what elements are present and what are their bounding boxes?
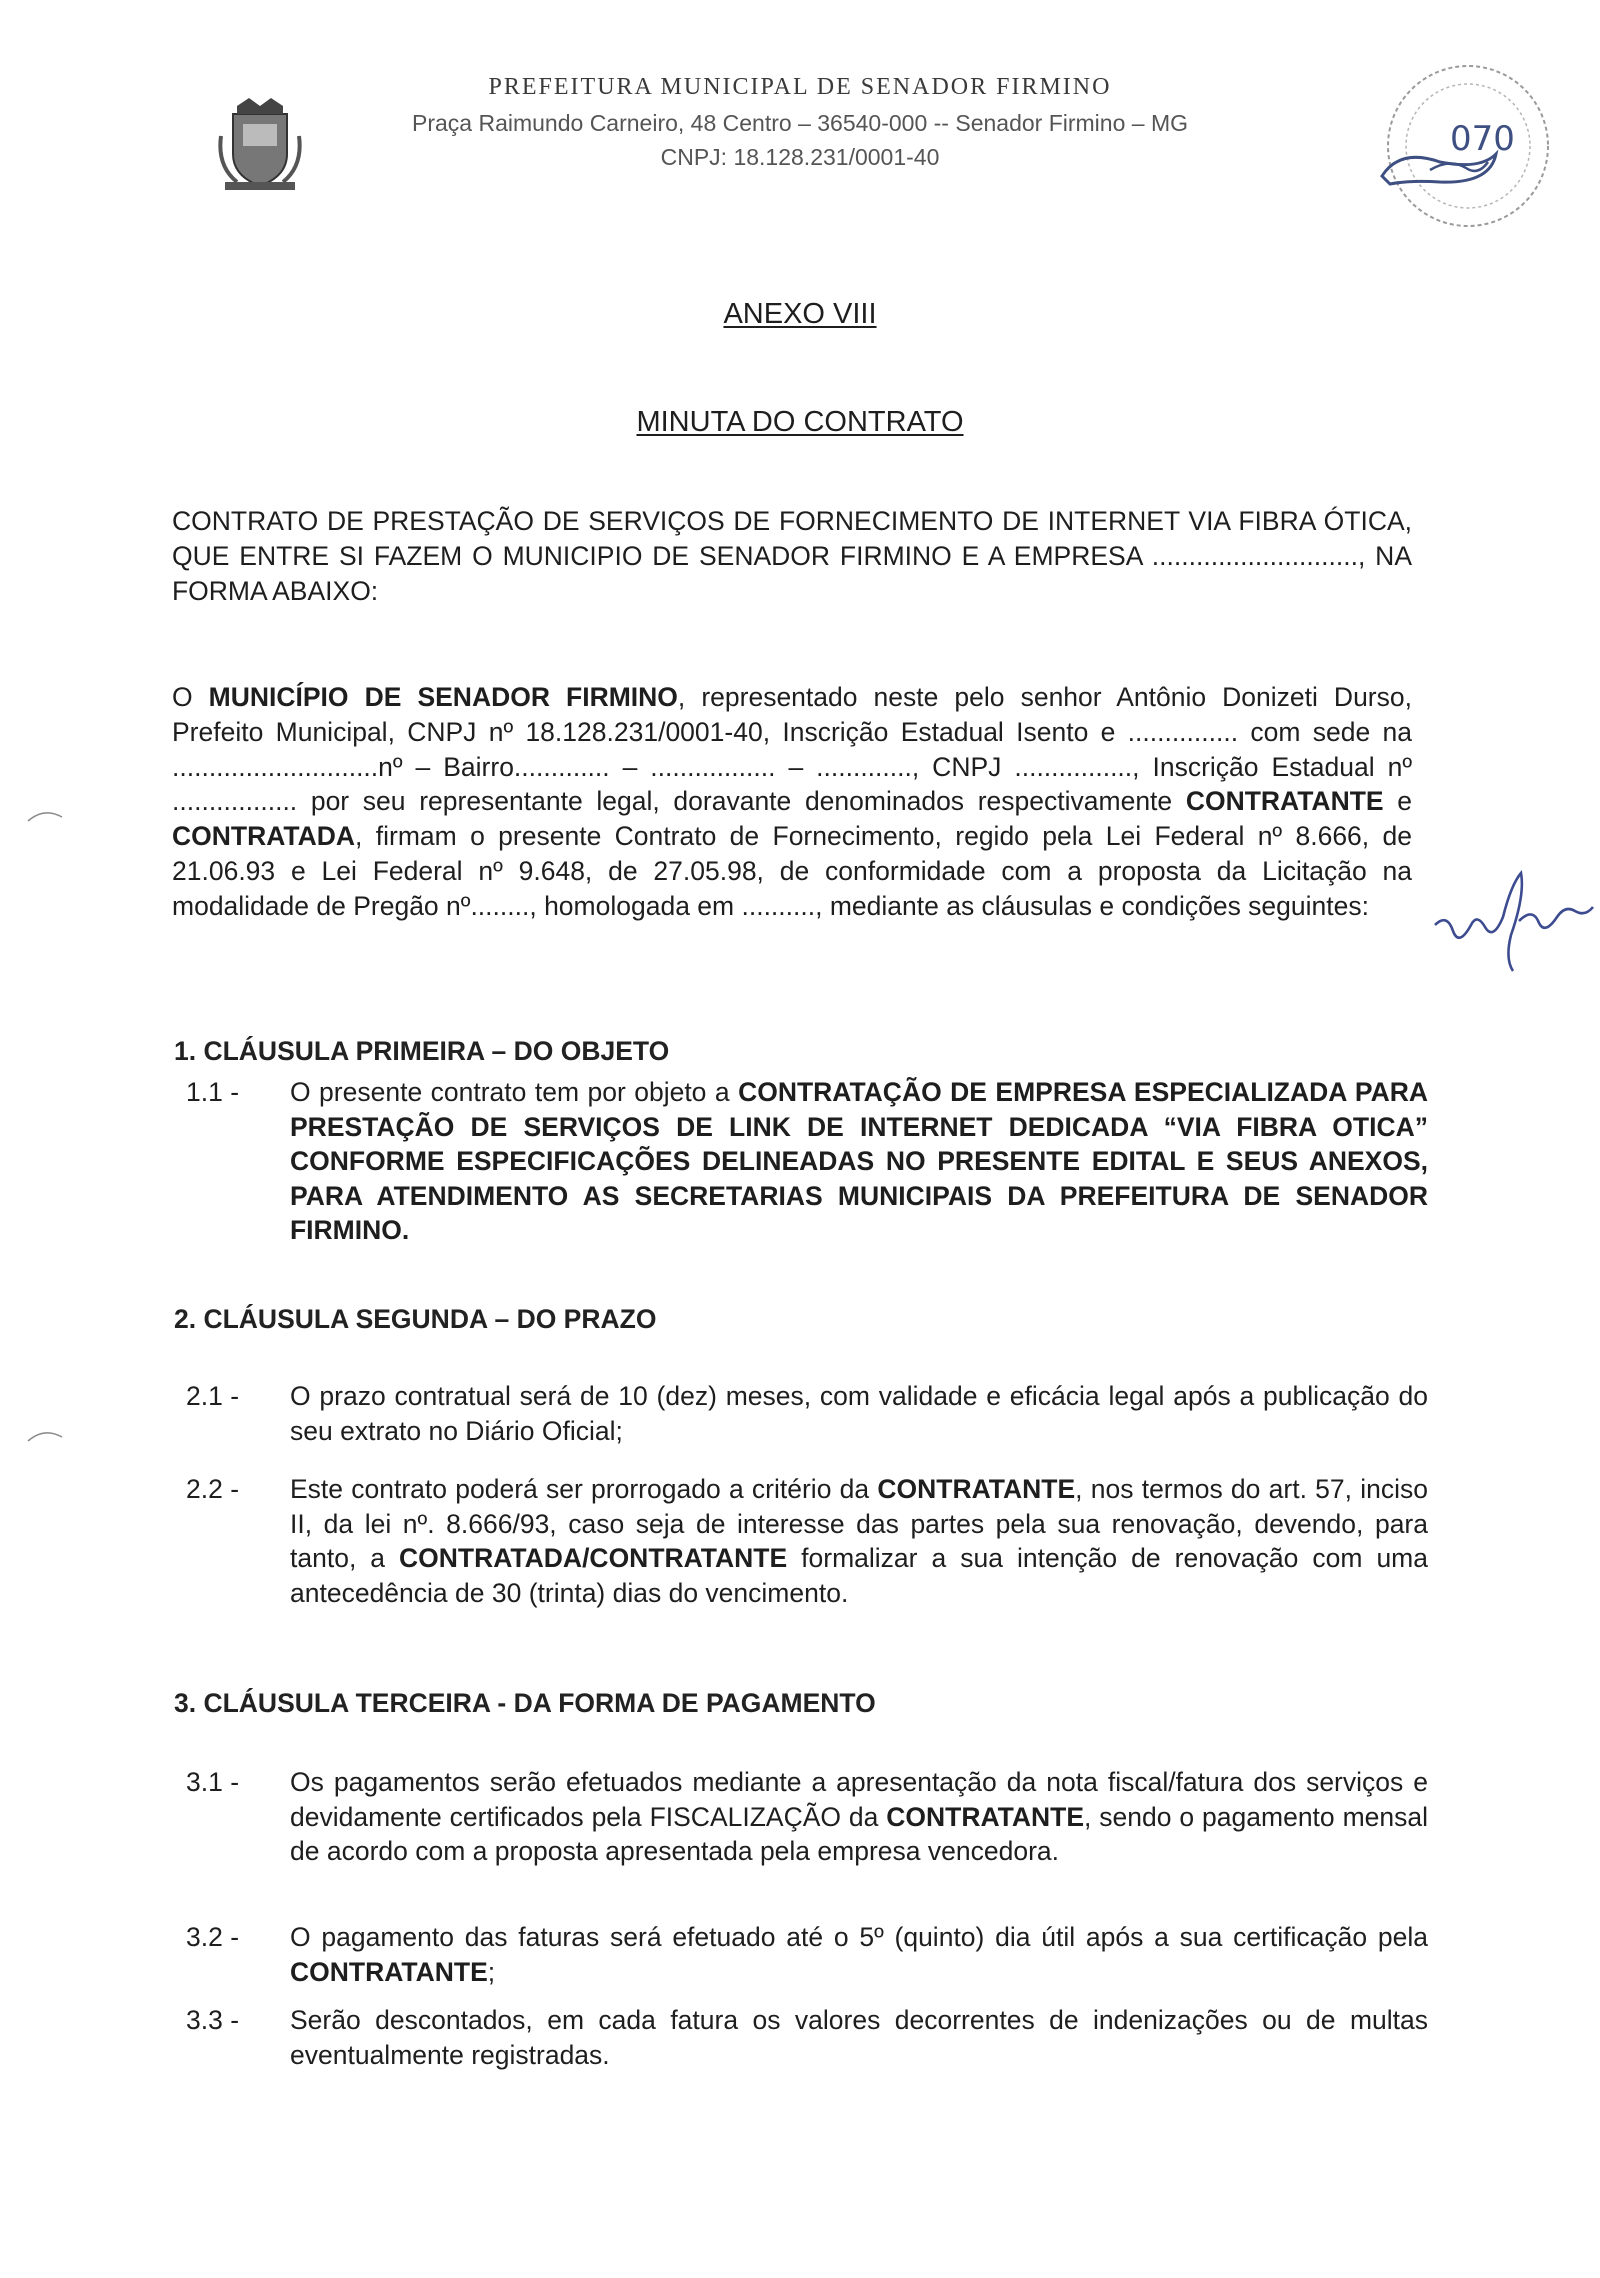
item-number: 3.3 - bbox=[186, 2005, 240, 2035]
contract-preamble: CONTRATO DE PRESTAÇÃO DE SERVIÇOS DE FORNECIMENTO DE INTERNET VIA FIBRA ÓTICA, QUE ENTRE SI FAZEM O MUNICIPIO DE SENADOR FIRMINO E A EMPRESA ............................, NA FORMA ABAIXO: bbox=[172, 506, 1412, 606]
municipio-name: MUNICÍPIO DE SENADOR FIRMINO bbox=[208, 682, 678, 712]
item-number: 3.1 - bbox=[186, 1767, 240, 1797]
item-number: 3.2 - bbox=[186, 1922, 240, 1952]
item-number: 2.1 - bbox=[186, 1381, 240, 1411]
contract-object: CONTRATAÇÃO DE EMPRESA ESPECIALIZADA PARA PRESTAÇÃO DE SERVIÇOS DE LINK DE INTERNET DEDICADA “VIA FIBRA OTICA” CONFORME ESPECIFICAÇÕES DELINEADAS NO PRESENTE EDITAL E SEUS ANEXOS, PARA ATENDIMENTO AS SECRETARIAS MUNICIPAIS DA PREFEITURA DE SENADOR FIRMINO. bbox=[290, 1077, 1428, 1245]
margin-mark bbox=[26, 805, 66, 825]
handwritten-rubric bbox=[1425, 855, 1600, 975]
letterhead-address: Praça Raimundo Carneiro, 48 Centro – 36540-000 -- Senador Firmino – MG bbox=[412, 110, 1188, 136]
clause-3-title: 3. CLÁUSULA TERCEIRA - DA FORMA DE PAGAMENTO bbox=[174, 1688, 876, 1718]
stamp-number: 070 bbox=[1450, 119, 1515, 159]
letterhead-cnpj: CNPJ: 18.128.231/0001-40 bbox=[660, 144, 940, 170]
document-page: PREFEITURA MUNICIPAL DE SENADOR FIRMINO Praça Raimundo Carneiro, 48 Centro – 36540-000 -- Senador Firmino – MG CNPJ: 18.128.231/0001-40 070 ANEXO VIII MINUTA DO CONTRATO CONTRATO DE PRESTAÇÃO DE SERVIÇOS DE FORNECIMENTO DE INTERNET VIA FIBRA ÓTICA, QUE ENTRE SI FAZEM O MUNICIPIO DE SENADOR FIRMINO E A EMPRESA ............................, NA FORMA ABAIXO: O MUNICÍPIO DE SENADOR FIRMINO, representado neste pelo senhor Antônio Donizeti Durso, Prefeito Municipal, CNPJ nº 18.128.231/0001-40, Inscrição Estadual Isento e ............... com sede na ............................nº – Bairro............. – ................. – ............., CNPJ ................, Inscrição Estadual nº ................. por seu representante legal, doravante denominados respectivamente CONTRATANTE e CONTRATADA, firmam o presente Contrato de Fornecimento, regido pela Lei Federal nº 8.666, de 21.06.93 e Lei Federal nº 9.648, de 27.05.98, de conformidade com a proposta da Licitação na modalidade de Pregão nº........, homologada em .........., mediante as cláusulas e condições seguintes: 1. CLÁUSULA PRIMEIRA – DO OBJETO 1.1 - O presente contrato tem por objeto a CONTRATAÇÃO DE EMPRESA ESPECIALIZADA PARA PRESTAÇÃO DE SERVIÇOS DE LINK DE INTERNET DEDICADA “VIA FIBRA OTICA” CONFORME ESPECIFICAÇÕES DELINEADAS NO PRESENTE EDITAL E SEUS ANEXOS, PARA ATENDIMENTO AS SECRETARIAS MUNICIPAIS DA PREFEITURA DE SENADOR FIRMINO. 2. CLÁUSULA SEGUNDA – DO PRAZO 2.1 - O prazo contratual será de 10 (dez) meses, com validade e eficácia legal após a publicação do seu extrato no Diário Oficial; 2.2 - Este contrato poderá ser prorrogado a critério da CONTRATANTE, nos termos do art. 57, inciso II, da lei nº. 8.666/93, caso seja de interesse das partes pela sua renovação, devendo, para tanto, a CONTRATADA/CONTRATANTE formalizar a sua intenção de renovação com uma antecedência de 30 (trinta) dias do vencimento. 3. CLÁUSULA TERCEIRA - DA FORMA DE PAGAMENTO 3.1 - Os pagamentos serão efetuados mediante a apresentação da nota fiscal/fatura dos serviços e devidamente certificados pela FISCALIZAÇÃO da CONTRATANTE, sendo o pagamento mensal de acordo com a proposta apresentada pela empresa vencedora. 3.2 - O pagamento das faturas será efetuado até o 5º (quinto) dia útil após a sua certificação pela CONTRATANTE; 3.3 - Serão descontados, em cada fatura os valores decorrentes de indenizações ou de multas eventualmente registradas. bbox=[0, 0, 1600, 2278]
clause-1-title: 1. CLÁUSULA PRIMEIRA – DO OBJETO bbox=[174, 1036, 670, 1066]
contratada-term: CONTRATADA bbox=[172, 821, 356, 852]
margin-mark bbox=[26, 1425, 66, 1445]
prefeitura-title: PREFEITURA MUNICIPAL DE SENADOR FIRMINO bbox=[488, 74, 1112, 100]
contratante-term: CONTRATANTE bbox=[1185, 786, 1384, 817]
item-number: 1.1 - bbox=[186, 1077, 240, 1107]
page-stamp bbox=[1370, 58, 1555, 233]
annex-title: ANEXO VIII bbox=[723, 298, 877, 330]
clause-2-title: 2. CLÁUSULA SEGUNDA – DO PRAZO bbox=[174, 1304, 657, 1334]
document-title: MINUTA DO CONTRATO bbox=[636, 406, 964, 438]
contract-intro: O MUNICÍPIO DE SENADOR FIRMINO, representado neste pelo senhor Antônio Donizeti Durso, Prefeito Municipal, CNPJ nº 18.128.231/0001-40, Inscrição Estadual Isento e ............... com sede na ............................nº – Bairro............. – ................. – ............., CNPJ ................, Inscrição Estadual nº ................. por seu representante legal, doravante denominados respectivamente CONTRATANTE e CONTRATADA, firmam o presente Contrato de Fornecimento, regido pela Lei Federal nº 8.666, de 21.06.93 e Lei Federal nº 9.648, de 27.05.98, de conformidade com a proposta da Licitação na modalidade de Pregão nº........, homologada em .........., mediante as cláusulas e condições seguintes: bbox=[172, 682, 1412, 921]
item-number: 2.2 - bbox=[186, 1474, 240, 1504]
